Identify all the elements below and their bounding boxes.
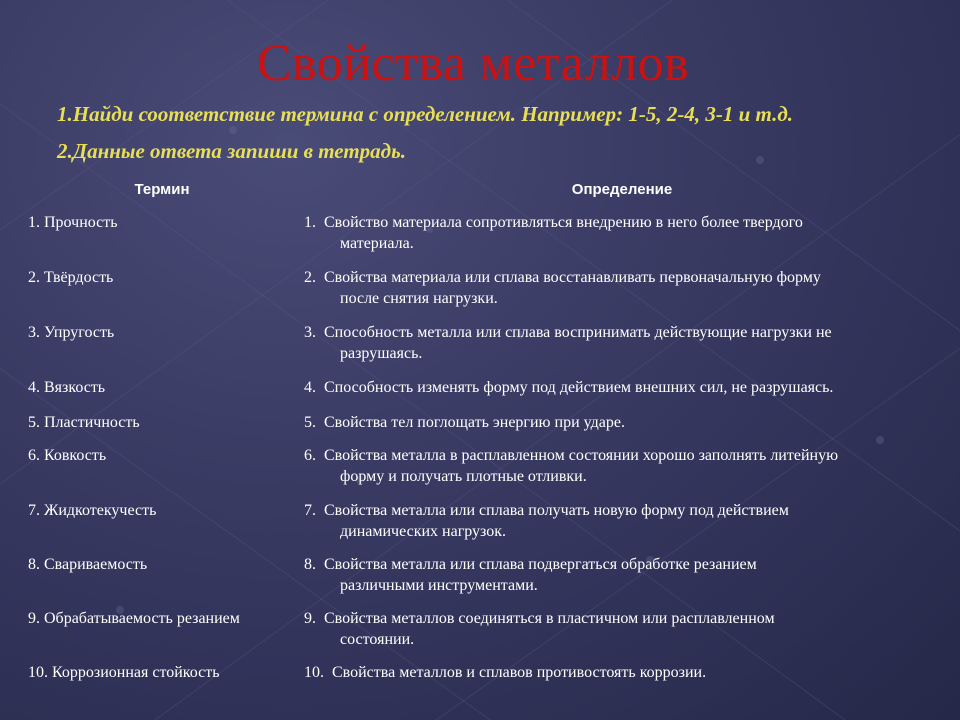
definition-number: 6.: [304, 447, 316, 464]
definition-number: 3.: [304, 324, 316, 341]
definition-cell: [298, 490, 942, 542]
definition-text-cont: различными инструментами.: [340, 577, 538, 594]
definition-number: 7.: [304, 502, 316, 519]
matching-table: [22, 176, 942, 686]
definition-number: 10.: [304, 664, 324, 681]
definition-number: 9.: [304, 610, 316, 627]
definition-cell: [298, 652, 942, 683]
header-term: Термин: [134, 180, 190, 198]
table-row: [22, 652, 942, 686]
term-cell: 8. Свариваемость: [28, 556, 148, 573]
definition-cell: [298, 435, 942, 487]
table-header: [22, 176, 942, 202]
definition-text-cont: разрушаясь.: [340, 345, 423, 362]
definition-text: Свойства тел поглощать энергию при ударе.: [324, 414, 625, 431]
definition-number: 1.: [304, 214, 316, 231]
table-row: [22, 544, 942, 598]
term-cell: 7. Жидкотекучесть: [28, 502, 157, 519]
definition-cell: [298, 312, 942, 364]
definition-text: Свойства металлов соединяться в пластичном или расплавленном: [324, 610, 775, 627]
definition-text: Свойства материала или сплава восстанавливать первоначальную форму: [324, 269, 821, 286]
definition-text: Способность металла или сплава воспринимать действующие нагрузки не: [324, 324, 832, 341]
term-cell: 4. Вязкость: [28, 379, 106, 396]
definition-text: Свойства металла или сплава подвергаться обработке резанием: [324, 556, 757, 573]
definition-number: 8.: [304, 556, 316, 573]
definition-number: 5.: [304, 414, 316, 431]
definition-text-cont: материала.: [340, 235, 414, 252]
table-row: [22, 490, 942, 544]
term-cell: 6. Ковкость: [28, 447, 107, 464]
term-cell: 3. Упругость: [28, 324, 115, 341]
definition-text: Свойства металла в расплавленном состоянии хорошо заполнять литейную: [324, 447, 839, 464]
definition-cell: [298, 257, 942, 309]
definition-text-cont: после снятия нагрузки.: [340, 290, 498, 307]
term-cell: 5. Пластичность: [28, 414, 140, 431]
definition-number: 2.: [304, 269, 316, 286]
definition-cell: [298, 202, 942, 254]
definition-text-cont: динамических нагрузок.: [340, 523, 507, 540]
definition-text-cont: состоянии.: [340, 631, 415, 648]
table-row: [22, 312, 942, 367]
definition-cell: [298, 402, 942, 433]
definition-text: Свойства металла или сплава получать новую форму под действием: [324, 502, 789, 519]
instruction-2: 2.Данные ответа запиши в тетрадь.: [57, 139, 406, 163]
definition-cell: [298, 367, 942, 398]
definition-number: 4.: [304, 379, 316, 396]
instruction-1: 1.Найди соответствие термина с определением. Например: 1-5, 2-4, 3-1 и т.д.: [57, 102, 794, 126]
table-row: [22, 202, 942, 257]
term-cell: 1. Прочность: [28, 214, 118, 231]
table-row: [22, 257, 942, 312]
table-row: [22, 367, 942, 402]
definition-cell: [298, 544, 942, 596]
term-cell: 10. Коррозионная стойкость: [28, 664, 220, 681]
term-cell: 2. Твёрдость: [28, 269, 114, 286]
definition-text-cont: форму и получать плотные отливки.: [340, 468, 587, 485]
term-cell: 9. Обрабатываемость резанием: [28, 610, 240, 627]
definition-text: Способность изменять форму под действием внешних сил, не разрушаясь.: [324, 379, 834, 396]
table-row: [22, 402, 942, 435]
slide-title: Свойства металлов: [256, 35, 690, 92]
definition-cell: [298, 598, 942, 650]
table-row: [22, 435, 942, 490]
table-row: [22, 598, 942, 652]
definition-text: Свойство материала сопротивляться внедрению в него более твердого: [324, 214, 803, 231]
header-definition: Определение: [571, 180, 673, 198]
definition-text: Свойства металлов и сплавов противостоять коррозии.: [332, 664, 707, 681]
